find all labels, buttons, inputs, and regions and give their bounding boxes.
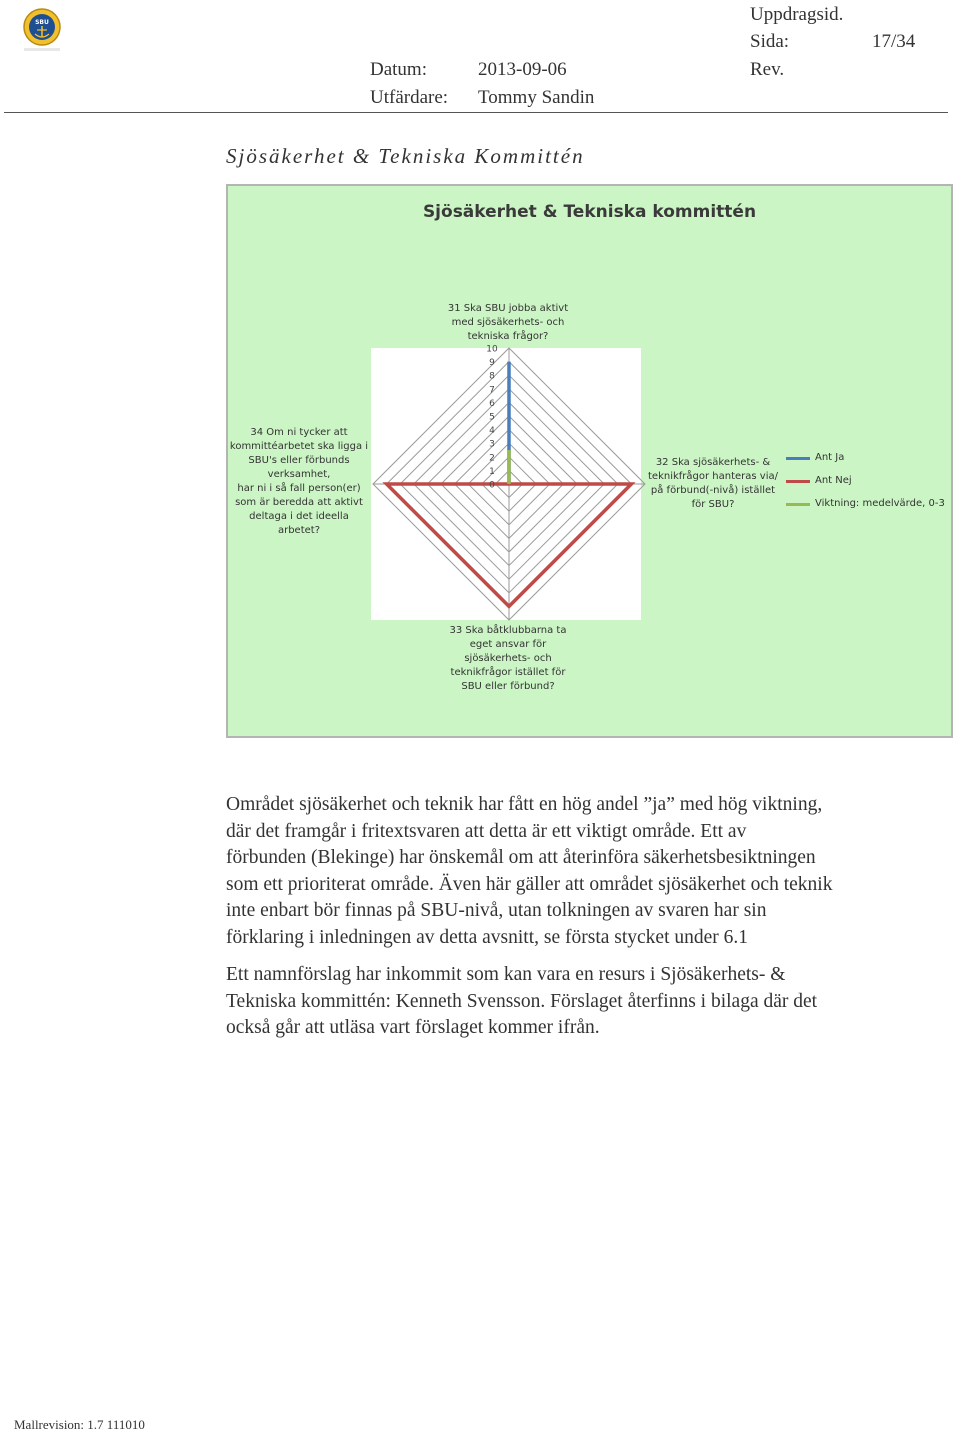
date-value: 2013-09-06 bbox=[478, 59, 567, 80]
paragraph-2-line: Tekniska kommittén: Kenneth Svensson. Förslaget återfinns i bilaga där det bbox=[226, 990, 818, 1012]
axis-tick-label: 2 bbox=[489, 453, 495, 464]
section-title: Sjösäkerhet & Tekniska Kommittén bbox=[226, 144, 585, 168]
legend-swatch-ant-nej bbox=[786, 480, 810, 483]
legend-swatch-viktning bbox=[786, 503, 810, 506]
legend-label-viktning: Viktning: medelvärde, 0-3 bbox=[815, 498, 945, 509]
axis-tick-label: 1 bbox=[489, 466, 495, 477]
logo-text: SBU bbox=[35, 19, 49, 26]
axis-tick-label: 3 bbox=[489, 439, 495, 450]
axis-tick-label: 0 bbox=[489, 480, 495, 491]
axis-tick-label: 8 bbox=[489, 371, 495, 382]
issuer-label: Utfärdare: bbox=[370, 87, 449, 108]
doc-ref-label: Uppdragsid. bbox=[750, 4, 844, 25]
revision-label: Rev. bbox=[750, 59, 785, 80]
category-label-32: 32 Ska sjösäkerhets- & teknikfrågor hanteras via/ på förbund(-nivå) istället för SBU? bbox=[648, 457, 778, 510]
sbu-logo bbox=[22, 6, 62, 56]
paragraph-2 bbox=[226, 962, 946, 1042]
paragraph-1-line: där det framgår i fritextsvaren att detta är ett viktigt område. Ett av bbox=[226, 820, 747, 842]
radar-chart bbox=[226, 184, 953, 738]
category-label-34: 34 Om ni tycker att kommittéarbetet ska ligga i SBU's eller förbunds verksamhet, har ni i så fall person(er) som är beredda att aktivt deltaga i det ideella arbetet? bbox=[229, 427, 369, 536]
category-label-33: 33 Ska båtklubbarna ta eget ansvar för sjösäkerhets- och teknikfrågor istället för SBU eller förbund? bbox=[449, 625, 567, 692]
paragraph-1-line: inte enbart bör finnas på SBU-nivå, utan tolkningen av svaren har sin bbox=[226, 900, 767, 921]
axis-tick-label: 10 bbox=[486, 344, 498, 355]
paragraph-1-line: förklaring i inledningen av detta avsnitt, se första stycket under 6.1 bbox=[226, 926, 749, 948]
paragraph-2-line: Ett namnförslag har inkommit som kan vara en resurs i Sjösäkerhets- & bbox=[226, 964, 786, 985]
legend-label-ant-nej: Ant Nej bbox=[815, 475, 852, 486]
paragraph-1-line: som ett prioriterat område. Även här gäller att området sjösäkerhet och teknik bbox=[226, 873, 833, 895]
paragraph-1-line: förbunden (Blekinge) har önskemål om att återinföra säkerhetsbesiktningen bbox=[226, 847, 816, 868]
axis-tick-label: 5 bbox=[489, 412, 495, 423]
template-revision: Mallrevision: 1.7 111010 bbox=[14, 1417, 145, 1432]
axis-tick-label: 9 bbox=[489, 358, 495, 369]
page-label: Sida: bbox=[750, 31, 790, 52]
paragraph-2-line: också går att utläsa vart förslaget kommer ifrån. bbox=[226, 1017, 600, 1038]
paragraph-1-line: Området sjösäkerhet och teknik har fått en hög andel ”ja” med hög viktning, bbox=[226, 794, 823, 815]
paragraph-1 bbox=[226, 792, 946, 951]
axis-tick-label: 6 bbox=[489, 398, 495, 409]
header-divider bbox=[4, 112, 948, 113]
date-label: Datum: bbox=[370, 59, 427, 80]
issuer-value: Tommy Sandin bbox=[478, 87, 595, 108]
page-number: 17/34 bbox=[872, 31, 916, 52]
axis-tick-label: 7 bbox=[489, 385, 495, 396]
legend-swatch-ant-ja bbox=[786, 457, 810, 460]
legend-label-ant-ja: Ant Ja bbox=[815, 452, 845, 463]
axis-tick-label: 4 bbox=[489, 426, 495, 437]
chart-title: Sjösäkerhet & Tekniska kommittén bbox=[422, 202, 757, 222]
category-label-31: 31 Ska SBU jobba aktivt med sjösäkerhets- och tekniska frågor? bbox=[447, 303, 569, 342]
